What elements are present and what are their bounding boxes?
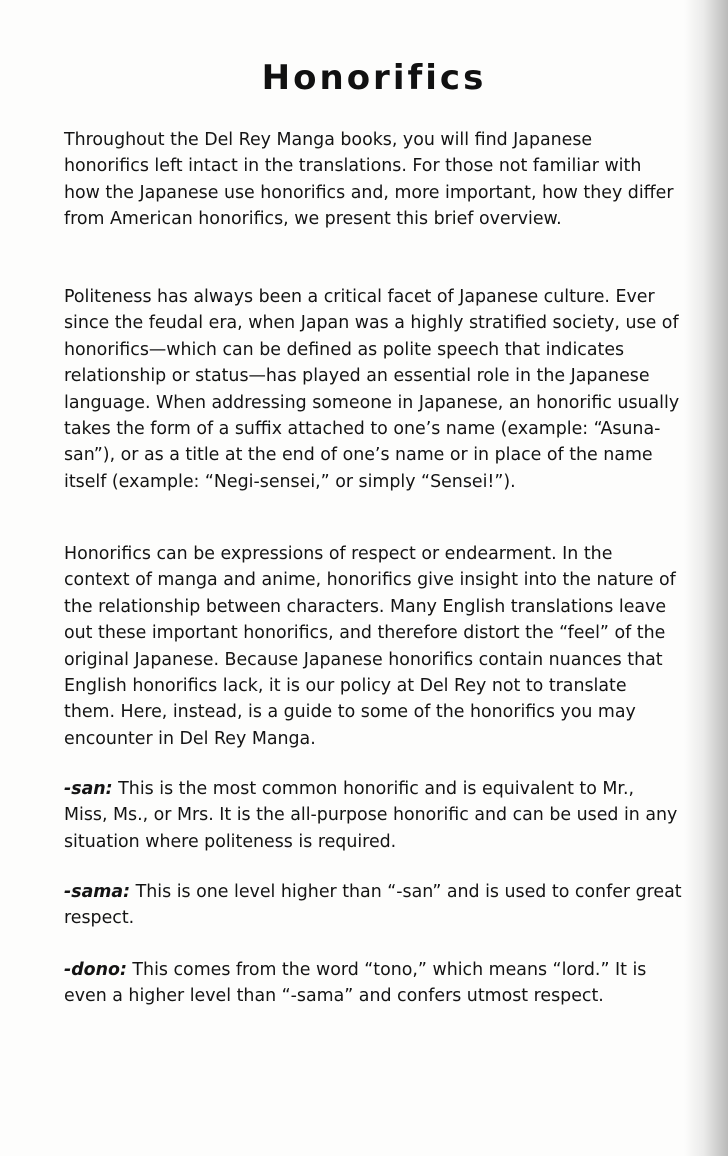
entry-definition: This is one level higher than “-san” and is used to confer great respect.	[64, 882, 682, 929]
entry-dono	[64, 957, 682, 1010]
politeness-paragraph: Politeness has always been a critical facet of Japanese culture. Ever since the feudal era, when Japan was a highly stratified society, use of honorifics—which can be defined as polite speech that indicates relationship or status—has played an essential role in the Japanese language. When addressing someone in Japanese, an honorific usually takes the form of a suffix attached to one’s name (example: “Asuna-san”), or as a title at the end of one’s name or in place of the name itself (example: “Negi-sensei,” or simply “Sensei!”).	[64, 287, 680, 492]
page-edge-shadow	[684, 0, 728, 1156]
page-title: Honorifics	[261, 58, 487, 98]
intro-paragraph: Throughout the Del Rey Manga books, you will find Japanese honorifics left intact in the translations. For those not familiar with how the Japanese use honorifics and, more important, how they differ from American honorifics, we present this brief overview.	[64, 130, 674, 230]
entry-definition: This comes from the word “tono,” which means “lord.” It is even a higher level than “-sama” and confers utmost respect.	[64, 960, 647, 1007]
entry-term: -san:	[64, 779, 113, 799]
entry-term: -dono:	[64, 960, 127, 980]
entry-term: -sama:	[64, 882, 131, 902]
entry-definition: This is the most common honorific and is equivalent to Mr., Miss, Ms., or Mrs. It is the all-purpose honorific and can be used in any situation where politeness is required.	[64, 779, 678, 852]
entry-sama	[64, 879, 682, 932]
entry-san	[64, 776, 682, 855]
expressions-paragraph: Honorifics can be expressions of respect or endearment. In the context of manga and anime, honorifics give insight into the nature of the relationship between characters. Many English translations leave out these important honorifics, and therefore distort the “feel” of the original Japanese. Because Japanese honorifics contain nuances that English honorifics lack, it is our policy at Del Rey not to translate them. Here, instead, is a guide to some of the honorifics you may encounter in Del Rey Manga.	[64, 544, 676, 749]
